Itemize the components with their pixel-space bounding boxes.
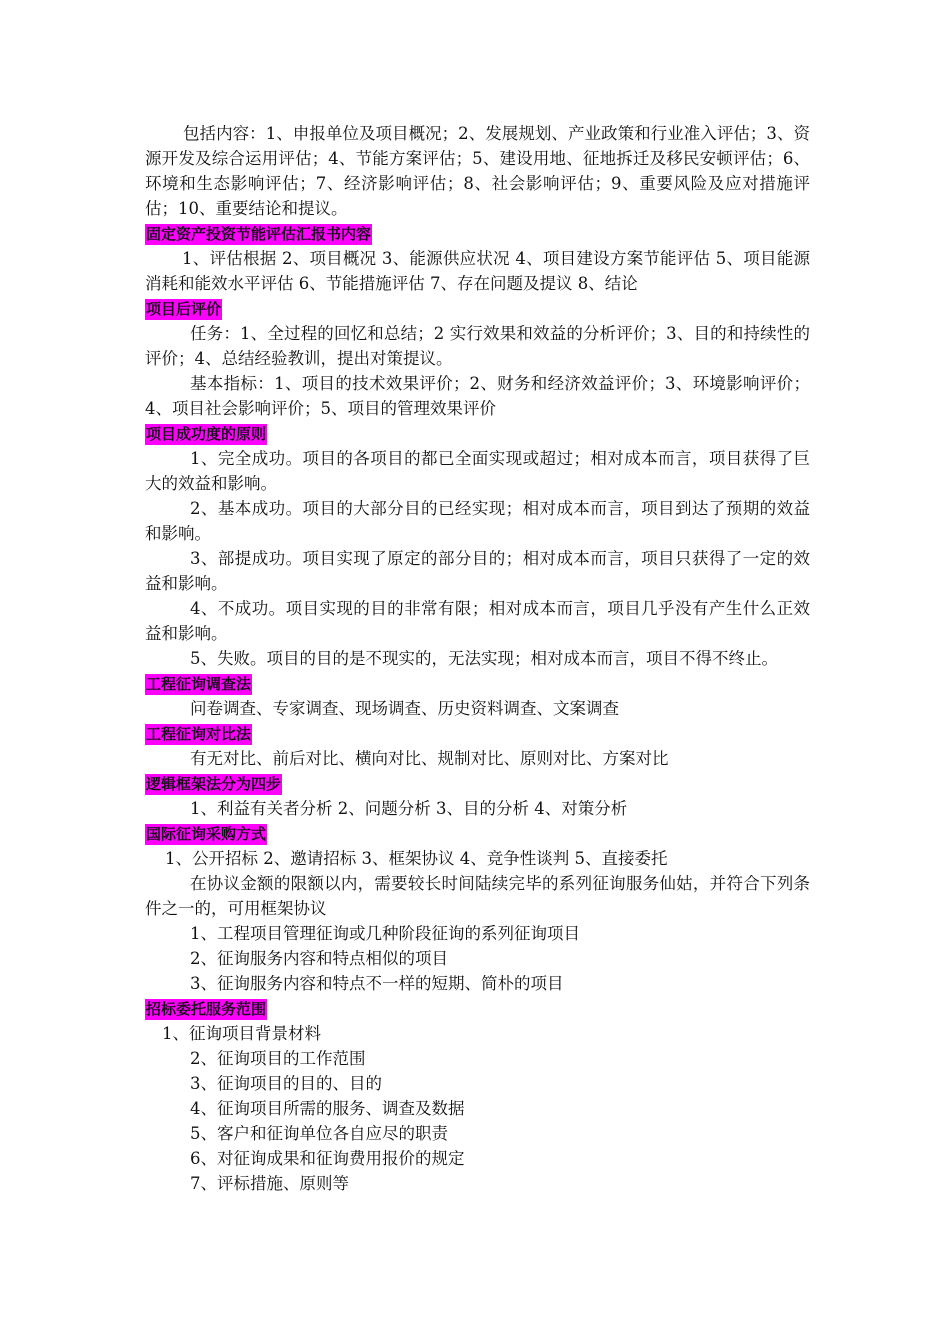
post-evaluation-indicators: 基本指标：1、项目的技术效果评价；2、财务和经济效益评价；3、环境影响评价；4、项目社会影响评价；5、项目的管理效果评价 bbox=[145, 374, 810, 418]
section-heading bbox=[145, 996, 810, 1021]
logical-framework-paragraph: 1、利益有关者分析 2、问题分析 3、目的分析 4、对策分析 bbox=[190, 799, 628, 818]
heading-comparison-methods: 工程征询对比法 bbox=[146, 725, 252, 743]
post-evaluation-tasks: 任务：1、全过程的回忆和总结；2 实行效果和效益的分析评价；3、目的和持续性的评价；4、总结经验教训，提出对策提议。 bbox=[145, 324, 810, 368]
heading-post-evaluation: 项目后评价 bbox=[146, 300, 222, 318]
success-item-5: 5、失败。项目的目的是不现实的，无法实现；相对成本而言，项目不得不终止。 bbox=[190, 649, 778, 668]
section-heading bbox=[145, 421, 810, 446]
tender-scope-item-5: 5、客户和征询单位各自应尽的职责 bbox=[190, 1124, 448, 1143]
framework-condition-3: 3、征询服务内容和特点不一样的短期、简朴的项目 bbox=[190, 974, 564, 993]
heading-energy-report: 固定资产投资节能评估汇报书内容 bbox=[146, 225, 372, 243]
survey-methods-paragraph: 问卷调查、专家调查、现场调查、历史资料调查、文案调查 bbox=[190, 699, 619, 718]
heading-survey-methods: 工程征询调查法 bbox=[146, 675, 252, 693]
framework-agreement-paragraph: 在协议金额的限额以内，需要较长时间陆续完毕的系列征询服务仙姑，并符合下列条件之一的，可用框架协议 bbox=[145, 874, 810, 918]
procurement-methods-paragraph: 1、公开招标 2、邀请招标 3、框架协议 4、竞争性谈判 5、直接委托 bbox=[165, 849, 668, 868]
tender-scope-item-2: 2、征询项目的工作范围 bbox=[190, 1049, 366, 1068]
section-heading bbox=[145, 721, 810, 746]
success-item-4: 4、不成功。项目实现的目的非常有限；相对成本而言，项目几乎没有产生什么正效益和影响。 bbox=[145, 599, 810, 643]
comparison-methods-paragraph: 有无对比、前后对比、横向对比、规制对比、原则对比、方案对比 bbox=[190, 749, 669, 768]
section-heading bbox=[145, 221, 810, 246]
tender-scope-item-1: 1、征询项目背景材料 bbox=[162, 1024, 321, 1043]
tender-scope-item-4: 4、征询项目所需的服务、调查及数据 bbox=[190, 1099, 465, 1118]
framework-condition-1: 1、工程项目管理征询或几种阶段征询的系列征询项目 bbox=[190, 924, 580, 943]
intro-paragraph: 包括内容：1、申报单位及项目概况；2、发展规划、产业政策和行业准入评估；3、资源开发及综合运用评估；4、节能方案评估；5、建设用地、征地拆迁及移民安顿评估；6、环境和生态影响评估；7、经济影响评估；8、社会影响评估；9、重要风险及应对措施评估；10、重要结论和提议。 bbox=[145, 124, 810, 218]
success-item-3: 3、部提成功。项目实现了原定的部分目的；相对成本而言，项目只获得了一定的效益和影响。 bbox=[145, 549, 810, 593]
success-item-1: 1、完全成功。项目的各项目的都已全面实现或超过；相对成本而言，项目获得了巨大的效益和影响。 bbox=[145, 449, 810, 493]
tender-scope-item-7: 7、评标措施、原则等 bbox=[190, 1174, 349, 1193]
section-heading bbox=[145, 671, 810, 696]
heading-tender-scope: 招标委托服务范围 bbox=[146, 1000, 267, 1018]
heading-logical-framework: 逻辑框架法分为四步 bbox=[146, 775, 282, 793]
energy-report-paragraph: 1、评估根据 2、项目概况 3、能源供应状况 4、项目建设方案节能评估 5、项目能源消耗和能效水平评估 6、节能措施评估 7、存在问题及提议 8、结论 bbox=[145, 249, 810, 293]
heading-procurement-methods: 国际征询采购方式 bbox=[146, 825, 267, 843]
heading-success-principles: 项目成功度的原则 bbox=[146, 425, 267, 443]
section-heading bbox=[145, 296, 810, 321]
section-heading bbox=[145, 771, 810, 796]
tender-scope-item-6: 6、对征询成果和征询费用报价的规定 bbox=[190, 1149, 465, 1168]
success-item-2: 2、基本成功。项目的大部分目的已经实现；相对成本而言，项目到达了预期的效益和影响。 bbox=[145, 499, 810, 543]
tender-scope-item-3: 3、征询项目的目的、目的 bbox=[190, 1074, 382, 1093]
framework-condition-2: 2、征询服务内容和特点相似的项目 bbox=[190, 949, 448, 968]
section-heading bbox=[145, 821, 810, 846]
